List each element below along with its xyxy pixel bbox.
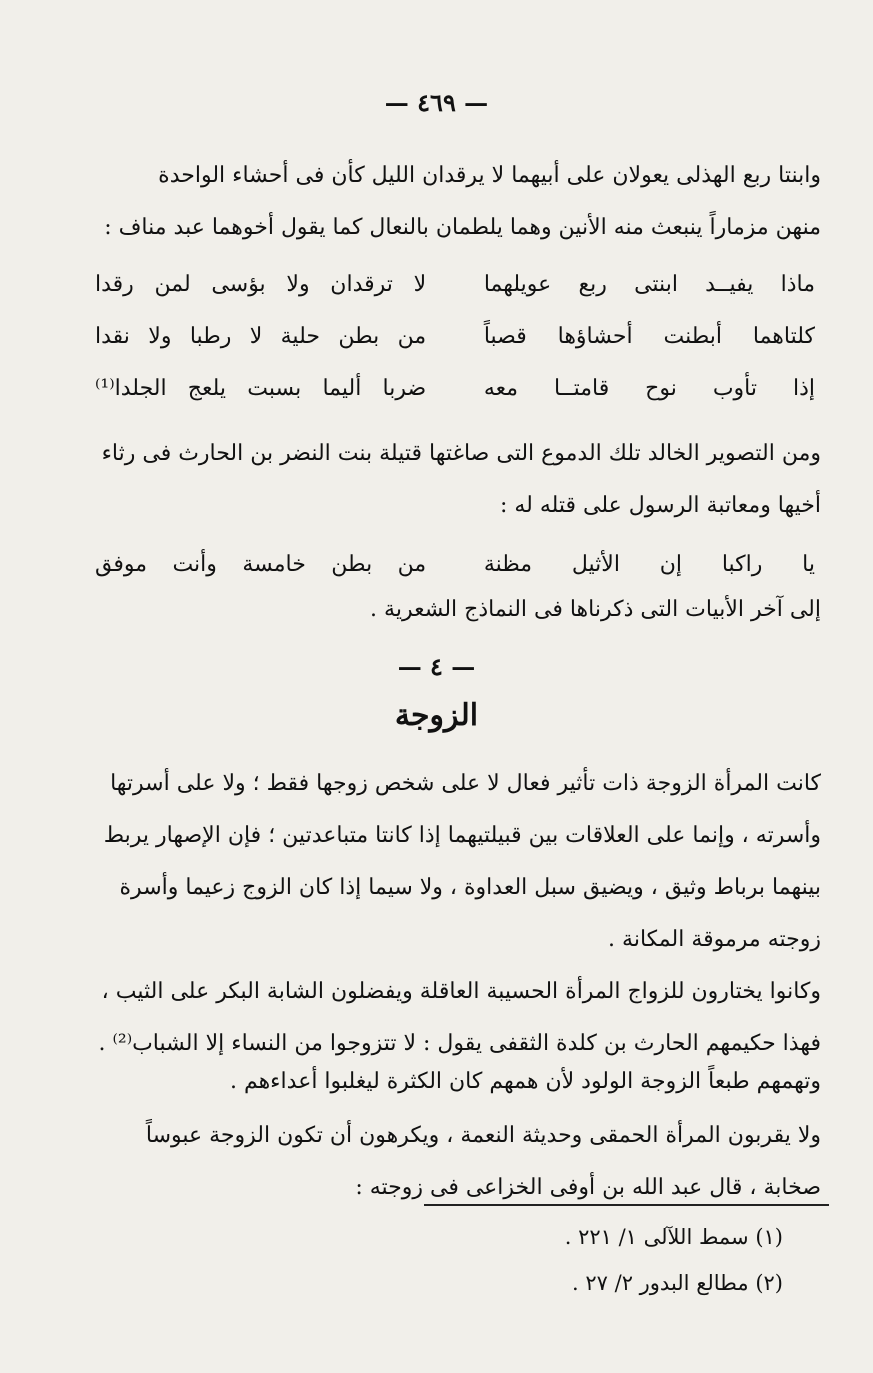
- text-line: صخابة ، قال عبد الله بن أوفى الخزاعى فى زوجته :: [355, 1175, 821, 1200]
- verse-row: [95, 258, 815, 310]
- text-line: كانت المرأة الزوجة ذات تأثير فعال لا على شخص زوجها فقط ؛ ولا على أسرتها: [110, 771, 821, 796]
- text-line: وكانوا يختارون للزواج المرأة الحسيبة العاقلة ويفضلون الشابة البكر على الثيب ،: [101, 979, 821, 1004]
- disliked-traits-paragraph: [46, 1110, 821, 1214]
- text-line: وأسرته ، وإنما على العلاقات بين قبيلتيهما إذا كانتا متباعدتين ؛ فإن الإصهار يربط: [103, 823, 821, 848]
- text-line: زوجته مرموقة المكانة .: [608, 927, 821, 952]
- text-line: إلى آخر الأبيات التى ذكرناها فى النماذج الشعرية .: [370, 597, 821, 622]
- verse-row: [95, 310, 815, 362]
- footnote-1: (١) سمط اللآلى ١/ ٢٢١ .: [564, 1225, 783, 1249]
- verse-row: [95, 538, 815, 590]
- verse-first-hemistich: ماذا يفيــد ابنتى ربع عويلهما: [483, 271, 815, 297]
- text-line: منهن مزماراً ينبعث منه الأنين وهما يلطمان بالنعال كما يقول أخوهما عبد مناف :: [104, 215, 821, 240]
- footnotes: [183, 1214, 783, 1306]
- text-line: بينهما برباط وثيق ، ويضيق سبل العداوة ، ولا سيما إذا كان الزوج زعيما وأسرة: [119, 875, 821, 900]
- verse-first-hemistich: يا راكبا إن الأثيل مظنة: [483, 551, 815, 577]
- intro-paragraph: [46, 150, 821, 254]
- text-line: وابنتا ربع الهذلى يعولان على أبيهما لا يرقدان الليل كأن فى أحشاء الواحدة: [158, 163, 821, 188]
- footnote-2: (٢) مطالع البدور ٢/ ٢٧ .: [572, 1271, 783, 1295]
- verse-first-hemistich: كلتاهما أبطنت أحشاؤها قصباً: [483, 323, 815, 349]
- section-number: — ٤ —: [397, 652, 476, 681]
- text-line: أخيها ومعاتبة الرسول على قتله له :: [499, 493, 821, 518]
- section-title: الزوجة: [394, 698, 479, 733]
- verse-row: [95, 362, 815, 414]
- text-line: فهذا حكيمهم الحارث بن كلدة الثقفى يقول : لا تتزوجوا من النساء إلا الشباب⁽²⁾ .: [98, 1031, 821, 1056]
- poem-qutayla: [95, 538, 815, 590]
- verse-second-hemistich: ضربا أليما بسبت يلعج الجلدا⁽¹⁾: [95, 375, 427, 401]
- fertile-wife-paragraph: [46, 1056, 821, 1108]
- verse-first-hemistich: إذا تأوب نوح قامتــا معه: [483, 375, 815, 401]
- verse-second-hemistich: لا ترقدان ولا بؤسى لمن رقدا: [95, 271, 427, 297]
- text-line: وتهمهم طبعاً الزوجة الولود لأن همهم كان الكثرة ليغلبوا أعداءهم .: [229, 1069, 821, 1094]
- verse-second-hemistich: من بطن حلية لا رطبا ولا نقدا: [95, 323, 427, 349]
- text-line: ولا يقربون المرأة الحمقى وحديثة النعمة ، ويكرهون أن تكون الزوجة عبوساً: [145, 1123, 821, 1148]
- page-number: — ٤٦٩ —: [384, 88, 489, 117]
- wife-influence-paragraph: [46, 758, 821, 966]
- footnote-divider: [424, 1204, 829, 1206]
- verse-second-hemistich: من بطن خامسة وأنت موفق: [95, 551, 427, 577]
- poem-abd-manaf: [95, 258, 815, 414]
- text-line: ومن التصوير الخالد تلك الدموع التى صاغتها قتيلة بنت النضر بن الحارث فى رثاء: [101, 441, 821, 466]
- qutayla-paragraph: [46, 428, 821, 532]
- marriage-choice-paragraph: [46, 966, 821, 1070]
- poem-note: [46, 584, 821, 636]
